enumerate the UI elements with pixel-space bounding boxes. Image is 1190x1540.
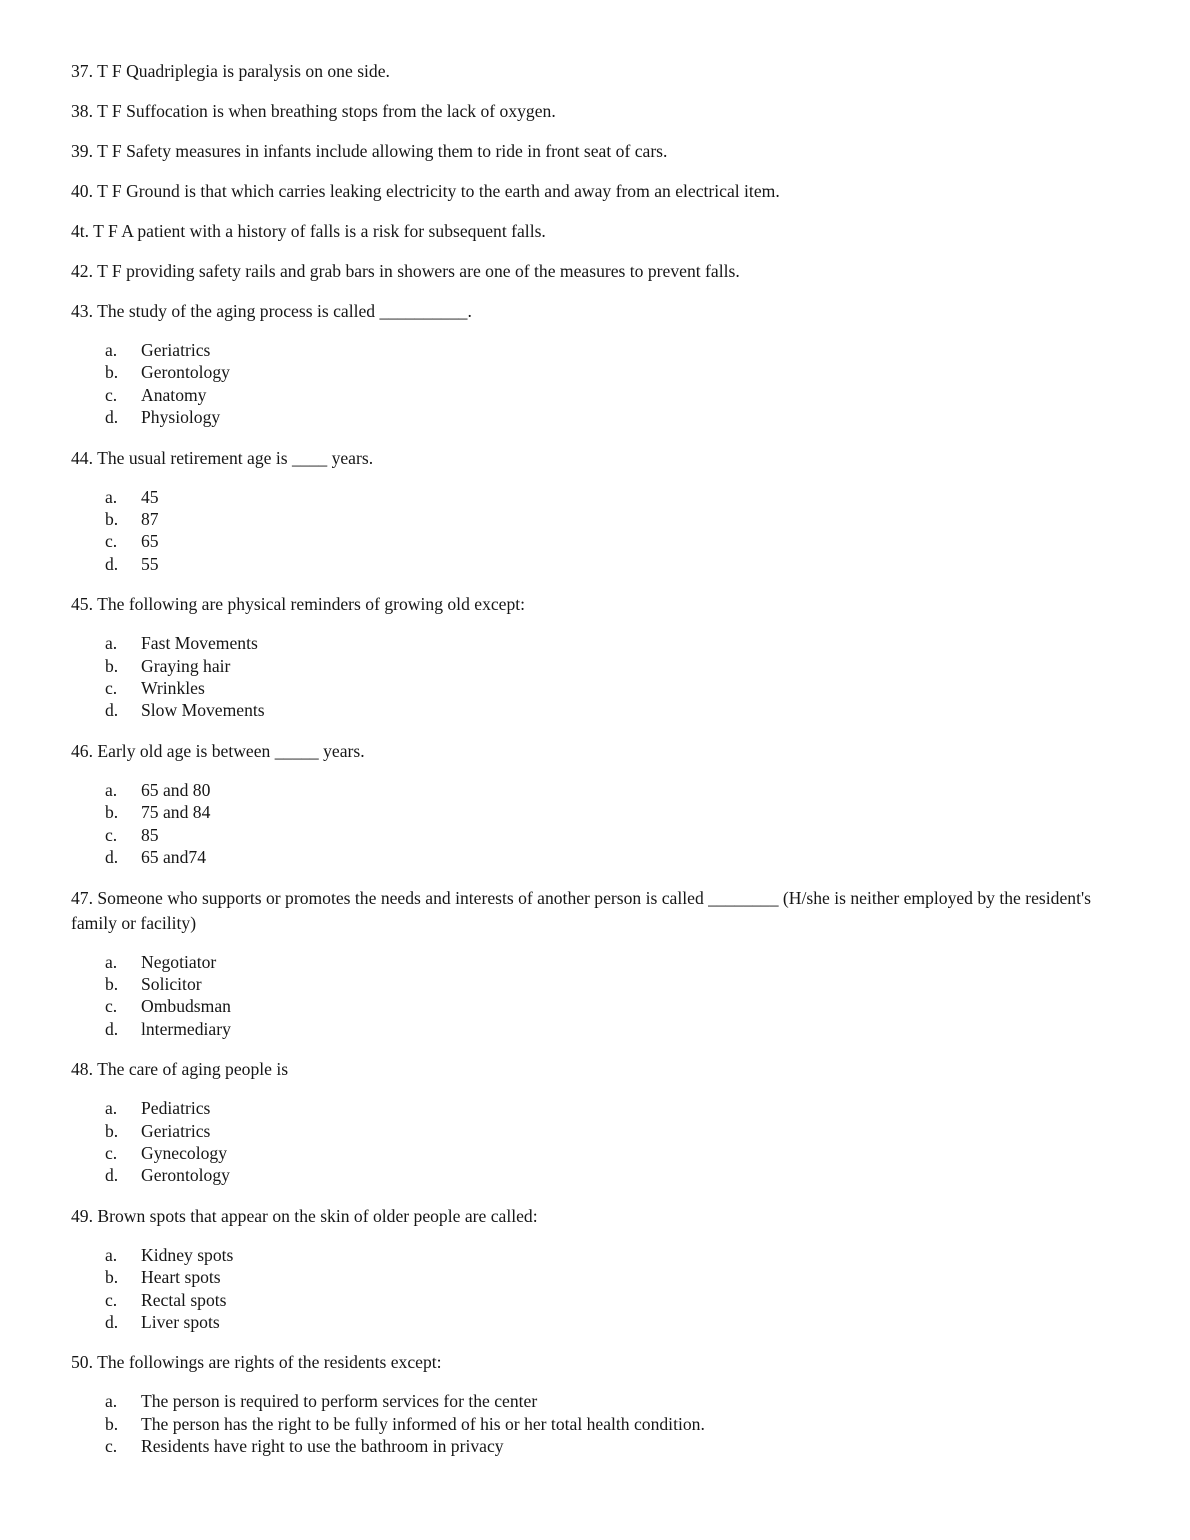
answer-option bbox=[71, 1390, 1128, 1412]
answer-option bbox=[71, 779, 1128, 801]
answer-option bbox=[71, 384, 1128, 406]
option-text: Heart spots bbox=[141, 1267, 221, 1288]
question-text: 48. The care of aging people is bbox=[71, 1059, 289, 1080]
option-text: Kidney spots bbox=[141, 1244, 234, 1265]
answer-option bbox=[71, 1142, 1128, 1164]
option-text: 75 and 84 bbox=[141, 802, 211, 823]
answer-option bbox=[71, 1244, 1128, 1266]
question-text: 40. T F Ground is that which carries leaking electricity to the earth and away from an electrical item. bbox=[71, 181, 780, 201]
question-text: 49. Brown spots that appear on the skin of older people are called: bbox=[71, 1205, 538, 1226]
answer-options bbox=[71, 1097, 1128, 1187]
quiz-question-list bbox=[71, 59, 1128, 1458]
option-text: Residents have right to use the bathroom in privacy bbox=[141, 1436, 504, 1457]
option-text: Negotiator bbox=[141, 951, 217, 972]
option-letter: a. bbox=[105, 1098, 118, 1119]
option-text: 45 bbox=[141, 486, 159, 507]
answer-option bbox=[71, 1413, 1128, 1435]
question-text: 38. T F Suffocation is when breathing stops from the lack of oxygen. bbox=[71, 101, 556, 121]
option-letter: a. bbox=[105, 340, 118, 360]
answer-option bbox=[71, 553, 1128, 575]
option-letter: c. bbox=[105, 1142, 118, 1163]
question-text: 50. The followings are rights of the residents except: bbox=[71, 1352, 442, 1373]
option-text: Pediatrics bbox=[141, 1098, 211, 1119]
answer-option bbox=[71, 632, 1128, 654]
option-text: 55 bbox=[141, 553, 159, 574]
option-letter: c. bbox=[105, 531, 118, 552]
option-letter: a. bbox=[105, 486, 118, 507]
answer-options bbox=[71, 779, 1128, 869]
answer-options bbox=[71, 486, 1128, 576]
answer-option bbox=[71, 508, 1128, 530]
option-text: 65 bbox=[141, 531, 159, 552]
option-letter: c. bbox=[105, 824, 118, 845]
answer-option bbox=[71, 801, 1128, 823]
question-text: 46. Early old age is between _____ years. bbox=[71, 740, 365, 761]
option-text: Fast Movements bbox=[141, 633, 258, 654]
answer-option bbox=[71, 1164, 1128, 1186]
option-letter: a. bbox=[105, 633, 118, 654]
option-text: 65 and 80 bbox=[141, 779, 211, 800]
answer-option bbox=[71, 1289, 1128, 1311]
option-letter: a. bbox=[105, 1244, 118, 1265]
option-letter: b. bbox=[105, 1120, 119, 1141]
option-text: Gynecology bbox=[141, 1142, 227, 1163]
option-letter: a. bbox=[105, 779, 118, 800]
option-letter: d. bbox=[105, 1018, 119, 1039]
answer-option bbox=[71, 699, 1128, 721]
answer-option bbox=[71, 677, 1128, 699]
question-text: 37. T F Quadriplegia is paralysis on one side. bbox=[71, 61, 390, 81]
answer-option bbox=[71, 973, 1128, 995]
option-text: Geriatrics bbox=[141, 340, 211, 360]
option-letter: b. bbox=[105, 1413, 119, 1434]
option-letter: d. bbox=[105, 700, 119, 721]
answer-option bbox=[71, 530, 1128, 552]
option-letter: b. bbox=[105, 362, 119, 383]
question-text: 43. The study of the aging process is called __________. bbox=[71, 301, 472, 321]
answer-option bbox=[71, 1435, 1128, 1457]
question-text: 47. Someone who supports or promotes the needs and interests of another person is called ________ (H/she is neither employed by the resident's family or facility) bbox=[71, 887, 1091, 933]
option-text: Graying hair bbox=[141, 655, 231, 676]
answer-options bbox=[71, 339, 1128, 429]
option-letter: b. bbox=[105, 509, 119, 530]
option-letter: d. bbox=[105, 1311, 119, 1332]
answer-option bbox=[71, 339, 1128, 361]
option-text: Physiology bbox=[141, 407, 221, 428]
option-text: Gerontology bbox=[141, 362, 230, 383]
option-text: Gerontology bbox=[141, 1165, 230, 1186]
option-letter: a. bbox=[105, 1391, 118, 1412]
option-text: Solicitor bbox=[141, 973, 202, 994]
option-text: 85 bbox=[141, 824, 159, 845]
option-text: Anatomy bbox=[141, 384, 207, 405]
answer-option bbox=[71, 1120, 1128, 1142]
option-text: Ombudsman bbox=[141, 996, 231, 1017]
option-letter: d. bbox=[105, 847, 119, 868]
answer-options bbox=[71, 951, 1128, 1041]
option-text: The person is required to perform services for the center bbox=[141, 1391, 538, 1412]
option-text: 87 bbox=[141, 509, 159, 530]
option-text: Slow Movements bbox=[141, 700, 265, 721]
option-text: lntermediary bbox=[141, 1018, 231, 1039]
option-text: Geriatrics bbox=[141, 1120, 211, 1141]
question-text: 44. The usual retirement age is ____ years. bbox=[71, 447, 374, 468]
question-text: 45. The following are physical reminders of growing old except: bbox=[71, 594, 526, 615]
option-letter: c. bbox=[105, 384, 118, 405]
answer-option bbox=[71, 1311, 1128, 1333]
option-text: Wrinkles bbox=[141, 678, 205, 699]
option-letter: b. bbox=[105, 973, 119, 994]
answer-option bbox=[71, 995, 1128, 1017]
option-text: The person has the right to be fully informed of his or her total health condition. bbox=[141, 1413, 705, 1434]
answer-option bbox=[71, 1097, 1128, 1119]
option-letter: c. bbox=[105, 678, 118, 699]
answer-option bbox=[71, 1018, 1128, 1040]
option-letter: c. bbox=[105, 1436, 118, 1457]
option-letter: d. bbox=[105, 1165, 119, 1186]
option-letter: b. bbox=[105, 1267, 119, 1288]
answer-option bbox=[71, 1266, 1128, 1288]
option-letter: d. bbox=[105, 553, 119, 574]
question-text: 4t. T F A patient with a history of falls is a risk for subsequent falls. bbox=[71, 221, 546, 241]
option-letter: c. bbox=[105, 1289, 118, 1310]
question-text: 39. T F Safety measures in infants include allowing them to ride in front seat of cars. bbox=[71, 141, 668, 161]
question-text: 42. T F providing safety rails and grab bars in showers are one of the measures to prevent falls. bbox=[71, 261, 740, 281]
answer-options bbox=[71, 632, 1128, 722]
option-letter: c. bbox=[105, 996, 118, 1017]
option-letter: b. bbox=[105, 655, 119, 676]
answer-option bbox=[71, 486, 1128, 508]
answer-option bbox=[71, 406, 1128, 428]
option-text: Rectal spots bbox=[141, 1289, 227, 1310]
answer-option bbox=[71, 846, 1128, 868]
option-letter: a. bbox=[105, 951, 118, 972]
option-letter: d. bbox=[105, 407, 119, 428]
answer-option bbox=[71, 824, 1128, 846]
option-text: 65 and74 bbox=[141, 847, 206, 868]
answer-options bbox=[71, 1390, 1128, 1457]
option-letter: b. bbox=[105, 802, 119, 823]
answer-options bbox=[71, 1244, 1128, 1334]
option-text: Liver spots bbox=[141, 1311, 220, 1332]
answer-option bbox=[71, 361, 1128, 383]
answer-option bbox=[71, 951, 1128, 973]
answer-option bbox=[71, 655, 1128, 677]
